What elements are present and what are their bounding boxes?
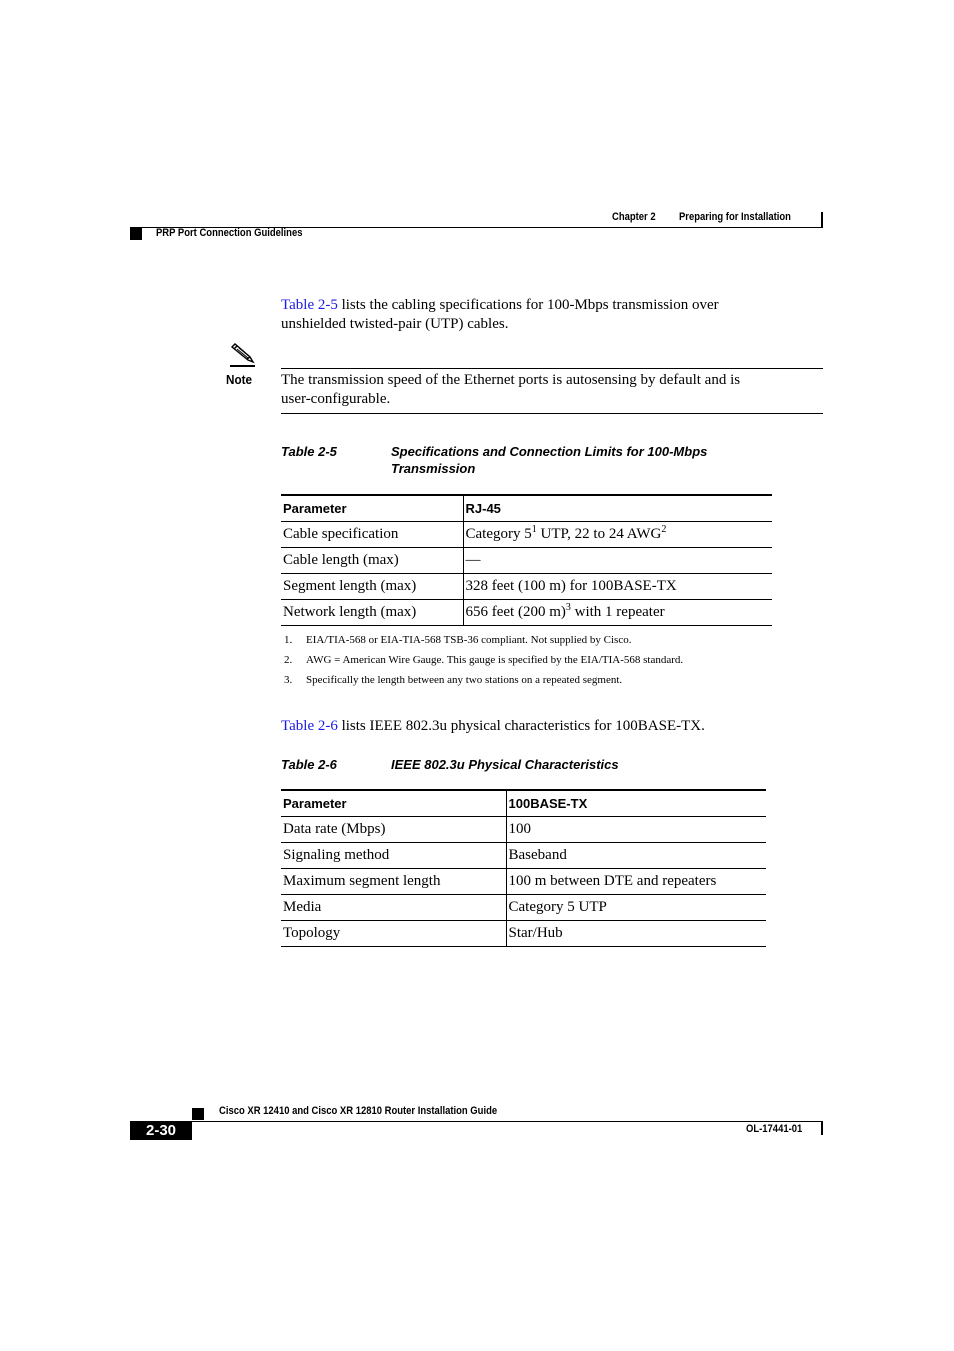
table6-title: IEEE 802.3u Physical Characteristics [391,757,619,772]
table-cell-value: Baseband [506,843,766,869]
footer-rule [130,1121,823,1122]
value-text: UTP, 22 to 24 AWG [536,526,662,542]
table-cell-param: Network length (max) [281,600,463,626]
note-label: Note [226,372,253,387]
table-cell-param: Topology [281,921,506,947]
page-number: 2-30 [130,1121,192,1140]
table-cell-value: 100 m between DTE and repeaters [506,869,766,895]
table-cell-param: Segment length (max) [281,574,463,600]
note-text-line1: The transmission speed of the Ethernet ports is autosensing by default and is [281,372,741,388]
table-row [281,522,772,548]
note-text [281,371,821,409]
footnote-ref[interactable]: 3 [565,602,571,613]
footnote-ref[interactable]: 1 [531,524,537,535]
table-cell-value: Category 5 UTP [506,895,766,921]
table-2-6 [281,789,766,947]
pencil-icon [228,343,256,369]
value-text: Category 5 [465,526,532,542]
note-top-rule [281,368,823,369]
table-row [281,574,772,600]
footnote-number: 3. [284,674,293,686]
table-cell-value: Star/Hub [506,921,766,947]
table-cell-param: Maximum segment length [281,869,506,895]
column-header-rj45: RJ-45 [463,495,772,522]
table-cell-param: Data rate (Mbps) [281,817,506,843]
table-cell-value: 100 [506,817,766,843]
intro1-text-line2: unshielded twisted-pair (UTP) cables. [281,316,509,332]
intro-paragraph-1 [281,296,801,334]
footnote-ref[interactable]: 2 [661,524,667,535]
table5-title-line1: Specifications and Connection Limits for 100-Mbps [391,444,708,459]
footer-vertical-bar [821,1121,823,1135]
table-2-6-link[interactable]: Table 2-6 [281,718,338,734]
header-section-title: PRP Port Connection Guidelines [156,227,303,239]
table-row [281,843,766,869]
doc-number: OL-17441-01 [746,1123,803,1135]
intro-paragraph-2 [281,717,801,736]
table-2-5-link[interactable]: Table 2-5 [281,297,338,313]
value-text: 656 feet (200 m) [465,604,566,620]
table-row [281,921,766,947]
table-cell-value [463,522,772,548]
table-2-5 [281,494,772,626]
footnote-number: 2. [284,654,293,666]
footnote-text: EIA/TIA-568 or EIA-TIA-568 TSB-36 compliant. Not supplied by Cisco. [306,634,632,646]
note-bottom-rule [281,413,823,414]
footer-guide-title: Cisco XR 12410 and Cisco XR 12810 Router Installation Guide [219,1105,498,1117]
table-row [281,895,766,921]
table5-number: Table 2-5 [281,444,337,459]
header-chapter-title: Preparing for Installation [679,211,791,223]
table-header-row [281,495,772,522]
table-cell-value: — [463,548,772,574]
table-row [281,548,772,574]
table-cell-param: Cable specification [281,522,463,548]
table6-number: Table 2-6 [281,757,337,772]
footnote-3 [284,673,622,687]
table5-title-line2: Transmission [391,461,476,476]
footer-square-marker [192,1108,204,1120]
table-cell-param: Signaling method [281,843,506,869]
header-chapter: Chapter 2 [612,211,656,223]
table-cell-param: Cable length (max) [281,548,463,574]
footnote-number: 1. [284,634,293,646]
note-text-line2: user-configurable. [281,391,391,407]
footnote-text: Specifically the length between any two stations on a repeated segment. [306,674,623,686]
footnote-text: AWG = American Wire Gauge. This gauge is specified by the EIA/TIA-568 standard. [306,654,684,666]
intro2-text: lists IEEE 802.3u physical characteristics for 100BASE-TX. [337,718,705,734]
intro1-text-line1: lists the cabling specifications for 100-Mbps transmission over [337,297,719,313]
value-text: with 1 repeater [570,604,665,620]
table-cell-value: 328 feet (100 m) for 100BASE-TX [463,574,772,600]
table-cell-param: Media [281,895,506,921]
header-vertical-bar [821,212,823,228]
table-header-row [281,790,766,817]
column-header-100base-tx: 100BASE-TX [506,790,766,817]
table-row [281,869,766,895]
table-row [281,600,772,626]
table5-title [391,443,791,477]
table-cell-value [463,600,772,626]
table-row [281,817,766,843]
footnote-2 [284,653,683,667]
header-square-marker [130,228,142,240]
footnote-1 [284,633,631,647]
column-header-parameter: Parameter [281,495,463,522]
column-header-parameter: Parameter [281,790,506,817]
